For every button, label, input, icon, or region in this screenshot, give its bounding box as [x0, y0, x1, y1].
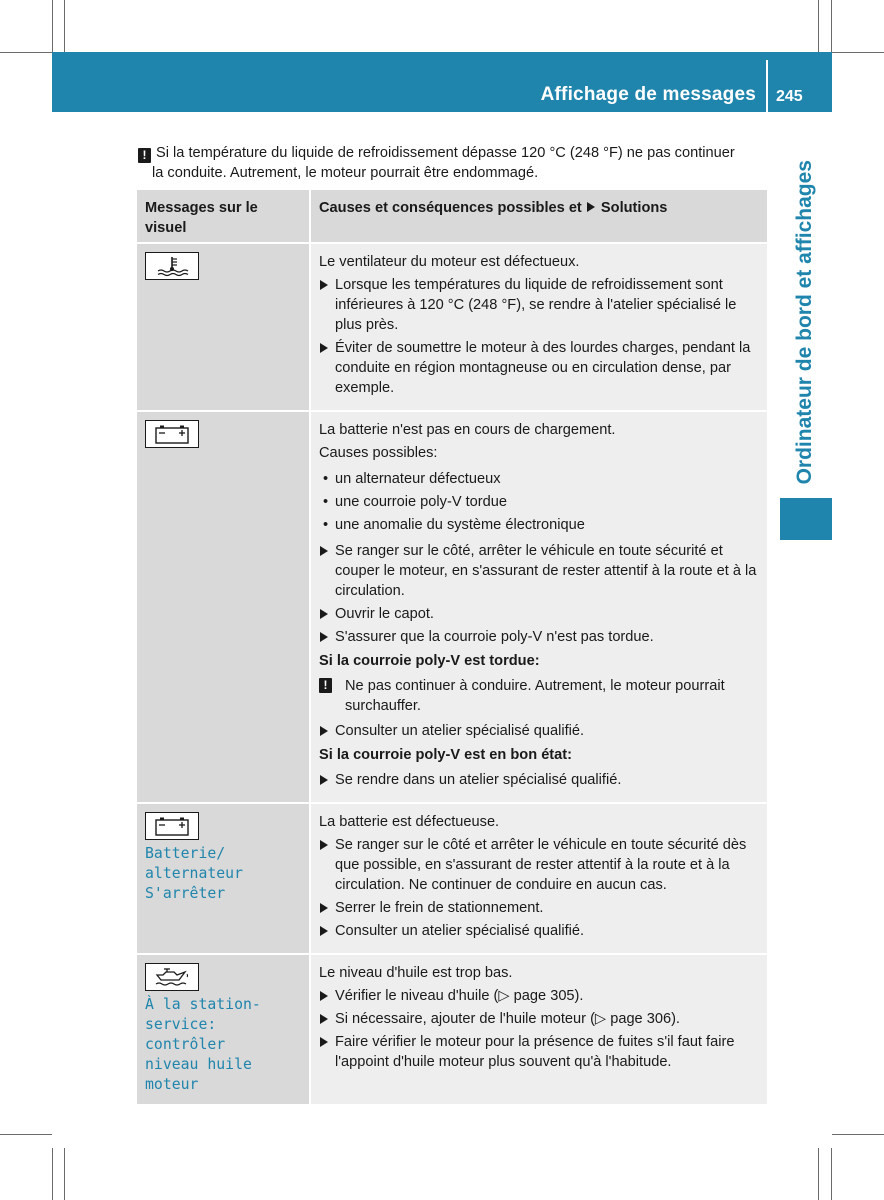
solution-step-text: Serrer le frein de stationnement. — [335, 900, 544, 916]
warning-exclamation-icon: ! — [319, 678, 332, 693]
intro-warning — [138, 143, 770, 183]
solution-step-text: Ouvrir le capot. — [335, 606, 434, 622]
crop-mark — [64, 0, 65, 52]
crop-mark — [832, 52, 884, 53]
cause-text: La batterie est défectueuse. — [319, 814, 500, 830]
solution-step-text: Se rendre dans un atelier spécialisé qualifié. — [335, 772, 622, 788]
solution-step-text: Consulter un atelier spécialisé qualifié. — [335, 923, 585, 939]
crop-mark — [64, 1148, 65, 1200]
arrow-right-icon — [320, 903, 328, 913]
solution-step — [319, 770, 759, 790]
coolant-temperature-icon — [145, 252, 199, 280]
display-cell — [137, 803, 310, 954]
cause-text: Le ventilateur du moteur est défectueux. — [319, 254, 580, 270]
solution-cell — [310, 803, 767, 954]
condition-heading: Si la courroie poly-V est tordue: — [319, 653, 540, 669]
battery-icon — [145, 812, 199, 840]
solution-step-text: Faire vérifier le moteur pour la présence de fuites s'il faut faire l'appoint d'huile moteur plus souvent qu'à l'habitude. — [335, 1034, 735, 1070]
cause-text: Le niveau d'huile est trop bas. — [319, 965, 513, 981]
crop-mark — [818, 1148, 819, 1200]
solution-step-text: S'assurer que la courroie poly-V n'est pas tordue. — [335, 629, 654, 645]
col-header-solutions-text: Solutions — [600, 200, 668, 216]
crop-mark — [818, 0, 819, 52]
side-tab-label: Ordinateur de bord et affichages — [793, 160, 816, 485]
arrow-right-icon — [320, 1037, 328, 1047]
table-header-row — [137, 190, 767, 243]
intro-warning-line2: la conduite. Autrement, le moteur pourrait être endommagé. — [152, 165, 539, 181]
solution-step — [319, 541, 759, 601]
crop-mark — [0, 52, 52, 53]
solution-step — [319, 898, 759, 918]
warning-note-text: Ne pas continuer à conduire. Autrement, le moteur pourrait surchauffer. — [345, 678, 725, 714]
table-row — [137, 243, 767, 411]
solution-step — [319, 1009, 759, 1029]
oil-level-icon — [145, 963, 199, 991]
arrow-right-icon — [320, 926, 328, 936]
crop-mark — [831, 1148, 832, 1200]
cause-bullet: • un alternateur défectueux — [319, 469, 759, 489]
solution-cell — [310, 243, 767, 411]
battery-icon — [145, 420, 199, 448]
condition-heading: Si la courroie poly-V est en bon état: — [319, 747, 573, 763]
arrow-right-icon — [320, 991, 328, 1001]
solution-step — [319, 275, 759, 335]
arrow-right-icon — [320, 546, 328, 556]
messages-table — [137, 190, 767, 1106]
crop-mark — [832, 1134, 884, 1135]
solution-cell — [310, 954, 767, 1105]
causes-label: Causes possibles: — [319, 445, 438, 461]
solution-step — [319, 986, 759, 1006]
solution-step — [319, 721, 759, 741]
page-section-title: Affichage de messages — [540, 84, 756, 105]
arrow-right-icon — [320, 840, 328, 850]
arrow-right-icon — [320, 1014, 328, 1024]
table-row — [137, 954, 767, 1105]
display-message: À la station- service: contrôler niveau huile moteur — [145, 996, 261, 1093]
header-divider — [766, 60, 768, 112]
arrow-right-icon — [320, 632, 328, 642]
cause-text: La batterie n'est pas en cours de chargement. — [319, 422, 616, 438]
display-cell — [137, 954, 310, 1105]
col-header-messages: Messages sur le visuel — [137, 190, 310, 243]
solution-step-text: Se ranger sur le côté et arrêter le véhicule en toute sécurité dès que possible, en s'assurant de rester attentif à la route et à la circulation. Ne continuer de conduire en aucun cas. — [335, 837, 747, 893]
display-cell — [137, 243, 310, 411]
warning-note — [319, 676, 759, 716]
intro-warning-line1: Si la température du liquide de refroidissement dépasse 120 °C (248 °F) ne pas continuer — [156, 145, 735, 161]
solution-step-text: Éviter de soumettre le moteur à des lourdes charges, pendant la conduite en région montagneuse ou en circulation dense, par exemple. — [335, 340, 751, 396]
cause-bullet: • une courroie poly-V tordue — [319, 492, 759, 512]
col-header-causes-text: Causes et conséquences possibles et — [319, 200, 582, 216]
arrow-right-icon — [320, 609, 328, 619]
solution-step — [319, 921, 759, 941]
solution-step — [319, 338, 759, 398]
solution-step-text: Se ranger sur le côté, arrêter le véhicule en toute sécurité et couper le moteur, en s'assurant de rester attentif à la route et à la circulation. — [335, 543, 757, 599]
table-row — [137, 411, 767, 803]
arrow-right-icon — [320, 343, 328, 353]
col-header-causes — [310, 190, 767, 243]
crop-mark — [831, 0, 832, 52]
crop-mark — [0, 1134, 52, 1135]
solution-step-text: Consulter un atelier spécialisé qualifié. — [335, 723, 585, 739]
crop-mark — [52, 0, 53, 52]
warning-exclamation-icon: ! — [138, 148, 151, 163]
table-row — [137, 803, 767, 954]
solution-step — [319, 835, 759, 895]
arrow-right-icon — [587, 202, 595, 212]
page-number: 245 — [776, 88, 803, 105]
cause-bullet: • une anomalie du système électronique — [319, 515, 759, 535]
solution-step — [319, 1032, 759, 1072]
solution-step — [319, 627, 759, 647]
solution-step-text: Si nécessaire, ajouter de l'huile moteur (▷ page 306). — [335, 1011, 680, 1027]
arrow-right-icon — [320, 280, 328, 290]
solution-step-text: Vérifier le niveau d'huile (▷ page 305). — [335, 988, 584, 1004]
arrow-right-icon — [320, 726, 328, 736]
display-message: Batterie/ alternateur S'arrêter — [145, 845, 243, 902]
solution-step-text: Lorsque les températures du liquide de refroidissement sont inférieures à 120 °C (248 °F), se rendre à l'atelier spécialisé le plus près. — [335, 277, 737, 333]
solution-step — [319, 604, 759, 624]
side-tab-marker — [780, 498, 832, 540]
crop-mark — [52, 1148, 53, 1200]
solution-cell — [310, 411, 767, 803]
display-cell — [137, 411, 310, 803]
arrow-right-icon — [320, 775, 328, 785]
